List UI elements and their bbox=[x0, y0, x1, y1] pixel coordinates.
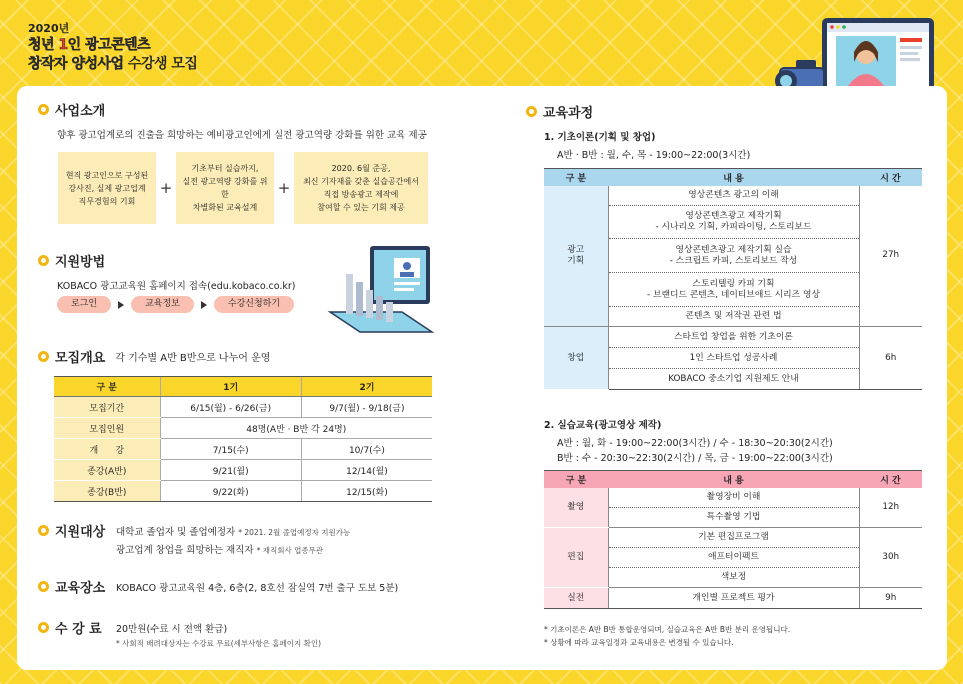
circle-bullet-icon bbox=[38, 351, 49, 362]
section-apply-title-text: 지원방법 bbox=[55, 255, 106, 270]
basic-course-title: 1. 기초이론(기획 및 창업) bbox=[544, 132, 656, 143]
content-cell: 촬영장비 이해 bbox=[608, 488, 859, 508]
section-target-title bbox=[38, 521, 105, 540]
section-place-title bbox=[38, 577, 105, 596]
content-cell: 영상콘텐츠광고 제작기획 실습 - 스크립트 카피, 스토리보드 작성 bbox=[608, 239, 859, 273]
fee-note: * 사회적 배려대상자는 수강료 무료(세부사항은 홈페이지 확인) bbox=[116, 639, 322, 648]
table-row bbox=[54, 397, 432, 418]
table-row bbox=[54, 418, 432, 439]
content-cell: 스토리텔링 카피 기획 - 브랜디드 콘텐츠, 네이티브애드 시리즈 영상 bbox=[608, 273, 859, 307]
section-place-title-text: 교육장소 bbox=[55, 581, 106, 596]
place-text: KOBACO 광고교육원 4층, 6층(2, 8호선 잠실역 7번 출구 도보 5분) bbox=[116, 583, 399, 594]
section-fee-title-text: 수 강 료 bbox=[55, 622, 102, 637]
step-login: 로그인 bbox=[57, 296, 111, 313]
laptop-chart-illustration bbox=[326, 244, 436, 338]
group-label: 광고 기획 bbox=[544, 186, 608, 327]
circle-bullet-icon bbox=[38, 525, 49, 536]
curriculum-note: * 기초이론은 A반 B반 통합운영되며, 실습교육은 A반 B반 분리 운영됩니다. bbox=[544, 625, 791, 634]
circle-bullet-icon bbox=[38, 255, 49, 266]
table-cell: 9/21(월) bbox=[160, 460, 301, 481]
curriculum-note: * 상황에 따라 교육일정과 교육내용은 변경될 수 있습니다. bbox=[544, 638, 734, 647]
row-label: 개 강 bbox=[54, 439, 160, 460]
circle-bullet-icon bbox=[38, 622, 49, 633]
table-row bbox=[544, 186, 922, 206]
content-cell: 특수촬영 기법 bbox=[608, 508, 859, 528]
table-header-row bbox=[544, 169, 922, 186]
apply-description: KOBACO 광고교육원 홈페이지 접속(edu.kobaco.co.kr) bbox=[57, 281, 296, 292]
group-label: 실전 bbox=[544, 588, 608, 609]
step-register: 수강신청하기 bbox=[214, 296, 294, 313]
table-header: 구 분 bbox=[544, 471, 608, 488]
hours-cell: 6h bbox=[859, 327, 922, 390]
group-label: 창업 bbox=[544, 327, 608, 390]
section-fee-title bbox=[38, 618, 102, 637]
intro-box: 기초부터 실습까지, 실전 광고역량 강화를 위한 차별화된 교육설계 bbox=[176, 152, 274, 224]
target-note1: * 2021. 2월 졸업예정자 지원가능 bbox=[238, 528, 351, 537]
table-cell: 10/7(수) bbox=[301, 439, 432, 460]
row-label: 종강(B반) bbox=[54, 481, 160, 502]
table-row bbox=[544, 488, 922, 508]
practice-schedule-b: B반 : 수 - 20:30~22:30(2시간) / 목, 금 - 19:00~22:00(3시간) bbox=[557, 453, 833, 464]
content-cell: 기본 편집프로그램 bbox=[608, 528, 859, 548]
table-header-row bbox=[544, 471, 922, 488]
table-cell: 12/14(월) bbox=[301, 460, 432, 481]
row-label: 모집인원 bbox=[54, 418, 160, 439]
arrow-right-icon bbox=[118, 301, 124, 309]
row-label: 모집기간 bbox=[54, 397, 160, 418]
hours-cell: 12h bbox=[859, 488, 922, 528]
table-header: 내 용 bbox=[608, 169, 859, 186]
table-row bbox=[54, 460, 432, 481]
section-overview-title bbox=[38, 347, 270, 366]
header-year: 2020년 bbox=[28, 22, 70, 35]
table-row bbox=[544, 528, 922, 548]
intro-boxes bbox=[58, 152, 428, 224]
section-intro-title bbox=[38, 100, 105, 119]
content-cell: 1인 스타트업 성공사례 bbox=[608, 348, 859, 369]
table-cell: 7/15(수) bbox=[160, 439, 301, 460]
group-label: 편집 bbox=[544, 528, 608, 588]
header-title-line1: 청년 1인 광고콘텐츠 bbox=[28, 37, 151, 53]
table-row bbox=[544, 588, 922, 609]
header-title-line2b: 수강생 모집 bbox=[123, 56, 198, 72]
table-header: 구 분 bbox=[544, 169, 608, 186]
content-cell: 콘텐츠 및 저작권 관련 법 bbox=[608, 307, 859, 327]
table-cell: 9/7(월) - 9/18(금) bbox=[301, 397, 432, 418]
content-cell: 스타트업 창업을 위한 기초이론 bbox=[608, 327, 859, 348]
overview-subtitle: 각 기수별 A반 B반으로 나누어 운영 bbox=[115, 353, 271, 364]
table-header: 시 간 bbox=[859, 169, 922, 186]
table-header: 시 간 bbox=[859, 471, 922, 488]
content-cell: 영상콘텐츠광고 제작기획 - 시나리오 기획, 카피라이팅, 스토리보드 bbox=[608, 206, 859, 239]
plus-icon: + bbox=[277, 179, 291, 197]
table-header: 내 용 bbox=[608, 471, 859, 488]
header-title-line2 bbox=[28, 55, 197, 74]
target-line2-text: 광고업계 창업을 희망하는 재직자 bbox=[116, 545, 254, 556]
intro-description: 향후 광고업계로의 진출을 희망하는 예비광고인에게 실전 광고역량 강화를 위한 교육 제공 bbox=[57, 130, 427, 141]
table-header: 구 분 bbox=[54, 377, 160, 397]
table-header: 1기 bbox=[160, 377, 301, 397]
table-header-row bbox=[54, 377, 432, 397]
practice-schedule-a: A반 : 월, 화 - 19:00~22:00(3시간) / 수 - 18:30~20:30(2시간) bbox=[557, 438, 833, 449]
target-line1-text: 대학교 졸업자 및 졸업예정자 bbox=[116, 527, 236, 538]
page-header bbox=[28, 20, 197, 74]
section-overview-title-text: 모집개요 bbox=[55, 351, 106, 366]
table-cell: 12/15(화) bbox=[301, 481, 432, 502]
plus-icon: + bbox=[159, 179, 173, 197]
arrow-right-icon bbox=[201, 301, 207, 309]
content-cell: 색보정 bbox=[608, 568, 859, 588]
basic-course-schedule: A반 · B반 : 월, 수, 목 - 19:00~22:00(3시간) bbox=[557, 150, 751, 161]
section-curriculum-title bbox=[526, 102, 593, 121]
content-cell: 개인별 프로젝트 평가 bbox=[608, 588, 859, 609]
content-cell: KOBACO 중소기업 지원제도 안내 bbox=[608, 369, 859, 390]
basic-course-table bbox=[544, 168, 922, 390]
section-curriculum-title-text: 교육과정 bbox=[543, 106, 594, 121]
practice-course-title: 2. 실습교육(광고영상 제작) bbox=[544, 420, 662, 431]
content-cell: 애프터이펙트 bbox=[608, 548, 859, 568]
section-intro-title-text: 사업소개 bbox=[55, 104, 106, 119]
hours-cell: 9h bbox=[859, 588, 922, 609]
curriculum-notes bbox=[544, 623, 790, 649]
row-label: 종강(A반) bbox=[54, 460, 160, 481]
target-line2 bbox=[116, 542, 323, 556]
step-course-info: 교육정보 bbox=[131, 296, 194, 313]
section-apply-title bbox=[38, 251, 105, 270]
hours-cell: 27h bbox=[859, 186, 922, 327]
fee-text: 20만원(수료 시 전액 환급) bbox=[116, 624, 228, 635]
intro-box: 2020. 6월 준공, 최신 기자재를 갖춘 실습공간에서 직접 방송광고 제작에 참여할 수 있는 기회 제공 bbox=[294, 152, 428, 224]
header-title-line2a: 창작자 양성사업 bbox=[28, 56, 124, 72]
table-header: 2기 bbox=[301, 377, 432, 397]
circle-bullet-icon bbox=[38, 581, 49, 592]
table-row bbox=[54, 439, 432, 460]
table-row bbox=[54, 481, 432, 502]
target-note2: * 재직회사 업종무관 bbox=[256, 546, 324, 555]
hours-cell: 30h bbox=[859, 528, 922, 588]
content-cell: 영상콘텐츠 광고의 이해 bbox=[608, 186, 859, 206]
intro-box: 현직 광고인으로 구성된 강사진, 실제 광고업계 직무경험의 기회 bbox=[58, 152, 156, 224]
section-target-title-text: 지원대상 bbox=[55, 525, 106, 540]
apply-steps bbox=[57, 296, 294, 313]
table-row bbox=[544, 327, 922, 348]
overview-table bbox=[54, 376, 432, 502]
circle-bullet-icon bbox=[526, 106, 537, 117]
table-cell: 6/15(월) - 6/26(금) bbox=[160, 397, 301, 418]
group-label: 촬영 bbox=[544, 488, 608, 528]
target-line1 bbox=[116, 524, 350, 538]
circle-bullet-icon bbox=[38, 104, 49, 115]
practice-course-table bbox=[544, 470, 922, 609]
table-cell: 9/22(화) bbox=[160, 481, 301, 502]
table-cell: 48명(A반 · B반 각 24명) bbox=[160, 418, 432, 439]
